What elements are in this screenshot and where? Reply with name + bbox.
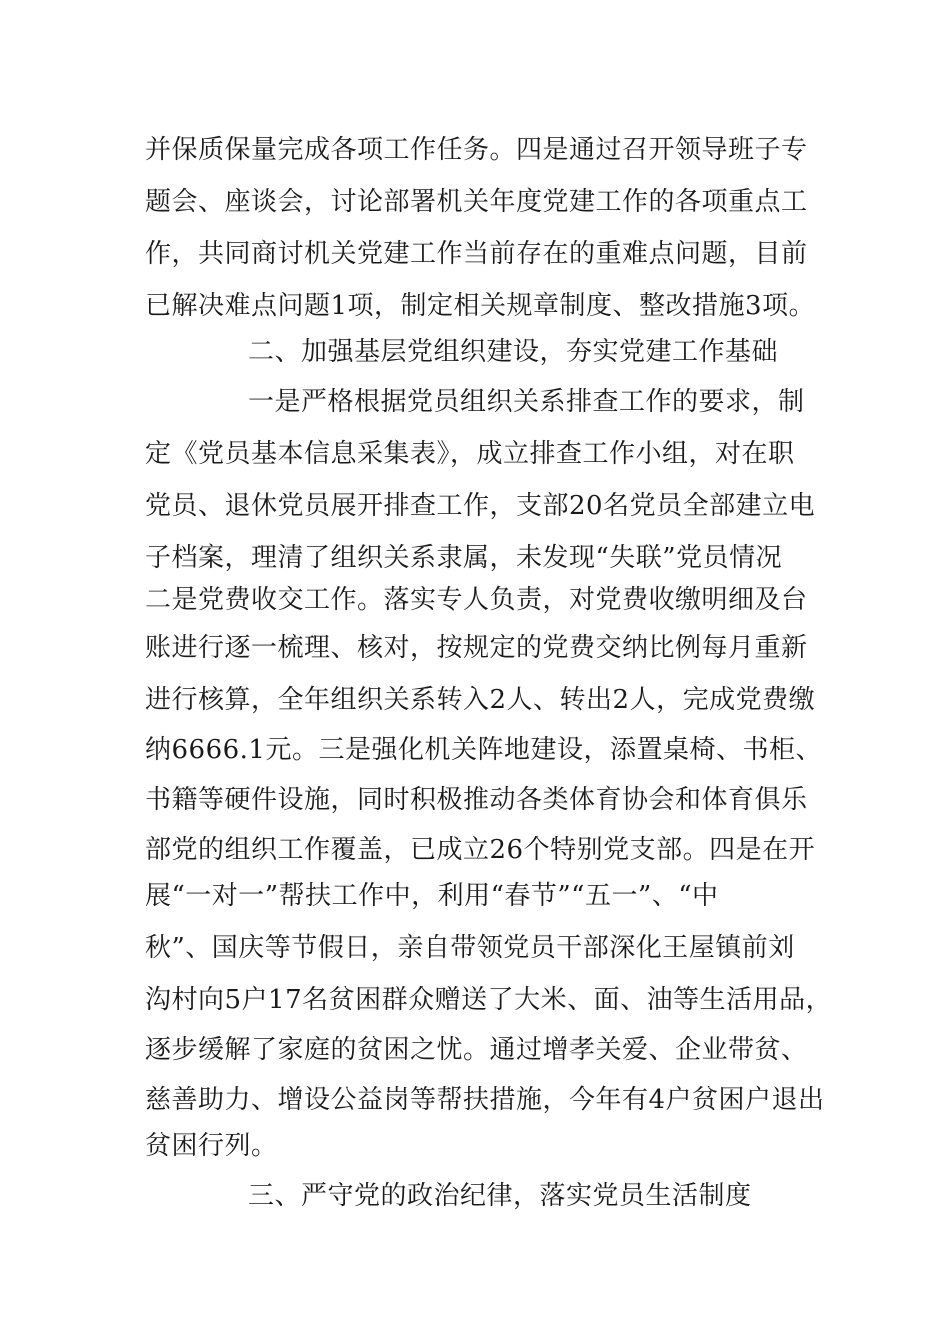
paragraph-line: 书籍等硬件设施，同时积极推动各类体育协会和体育俱乐 bbox=[145, 785, 808, 815]
paragraph-line: 并保质保量完成各项工作任务。四是通过召开领导班子专 bbox=[145, 135, 808, 165]
paragraph-line: 子档案，理清了组织关系隶属，未发现“失联”党员情况 bbox=[145, 543, 783, 573]
paragraph-line: 党员、退休党员展开排查工作，支部20名党员全部建立电 bbox=[145, 491, 816, 521]
paragraph-line: 一是严格根据党员组织关系排查工作的要求，制 bbox=[248, 387, 805, 417]
paragraph-line: 账进行逐一梳理、核对，按规定的党费交纳比例每月重新 bbox=[145, 633, 808, 663]
paragraph-line: 进行核算，全年组织关系转入2人、转出2人，完成党费缴 bbox=[145, 685, 816, 715]
paragraph-line: 题会、座谈会，讨论部署机关年度党建工作的各项重点工 bbox=[145, 187, 808, 217]
paragraph-line: 沟村向5户17名贫困群众赠送了大米、面、油等生活用品， bbox=[145, 985, 833, 1015]
paragraph-line: 展“一对一”帮扶工作中，利用“春节”“五一”、“中 bbox=[145, 881, 719, 911]
paragraph-line: 逐步缓解了家庭的贫困之忧。通过增孝关爱、企业带贫、 bbox=[145, 1035, 808, 1065]
section-heading: 二、加强基层党组织建设，夯实党建工作基础 bbox=[248, 337, 779, 367]
paragraph-line: 部党的组织工作覆盖，已成立26个特别党支部。四是在开 bbox=[145, 835, 816, 865]
paragraph-line: 作，共同商讨机关党建工作当前存在的重难点问题，目前 bbox=[145, 239, 808, 269]
paragraph-line: 贫困行列。 bbox=[145, 1131, 278, 1161]
paragraph-line: 慈善助力、增设公益岗等帮扶措施，今年有4户贫困户退出 bbox=[145, 1085, 825, 1115]
paragraph-line: 已解决难点问题1项，制定相关规章制度、整改措施3项。 bbox=[145, 291, 816, 321]
paragraph-line: 二是党费收交工作。落实专人负责，对党费收缴明细及台 bbox=[145, 585, 808, 615]
paragraph-line: 秋”、国庆等节假日，亲自带领党员干部深化王屋镇前刘 bbox=[145, 933, 795, 963]
paragraph-line: 定《党员基本信息采集表》，成立排查工作小组，对在职 bbox=[145, 439, 795, 469]
section-heading: 三、严守党的政治纪律，落实党员生活制度 bbox=[248, 1181, 752, 1211]
paragraph-line: 纳6666.1元。三是强化机关阵地建设，添置桌椅、书柜、 bbox=[145, 735, 822, 765]
